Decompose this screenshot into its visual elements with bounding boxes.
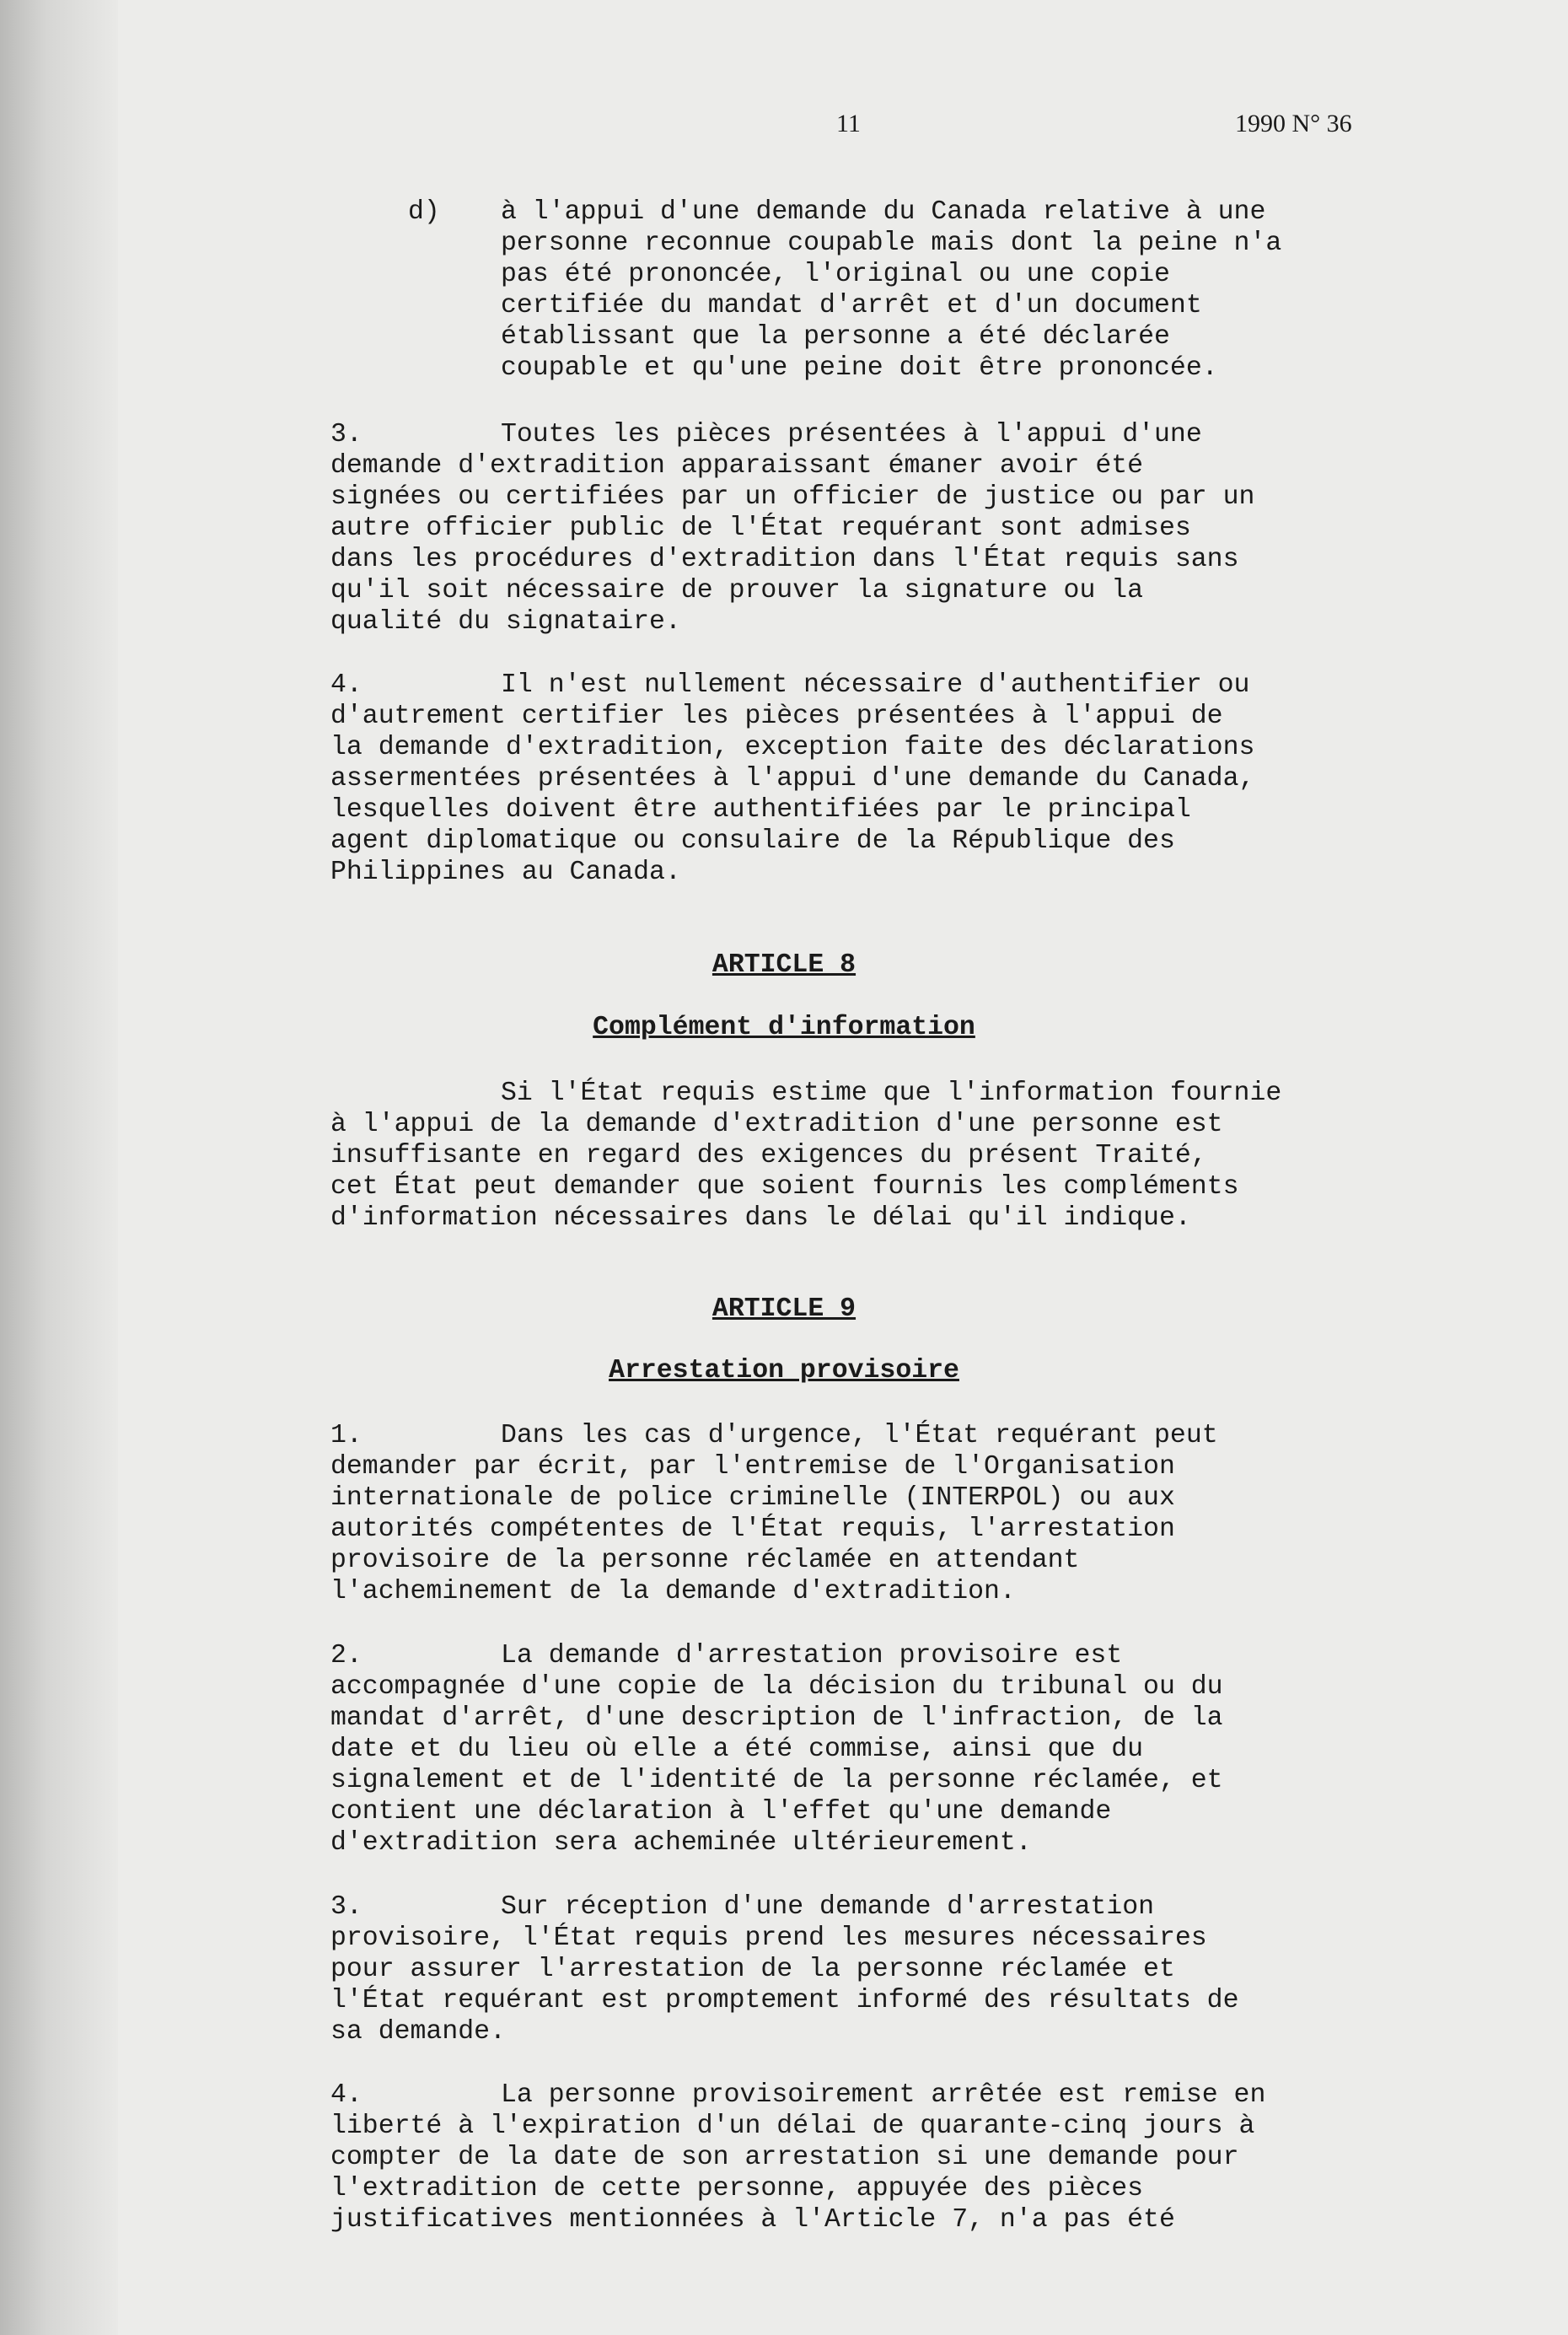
text-line: justificatives mentionnées à l'Article 7, n'a pas été — [330, 2205, 1175, 2235]
text-line: Toutes les pièces présentées à l'appui d'une — [501, 420, 1202, 449]
text-line: Il n'est nullement nécessaire d'authentifier ou — [501, 670, 1250, 700]
text-line: contient une déclaration à l'effet qu'une demande — [330, 1797, 1112, 1827]
text-line: dans les procédures d'extradition dans l'État requis sans — [330, 545, 1239, 574]
text-line: Philippines au Canada. — [330, 858, 681, 887]
article-subheading: Arrestation provisoire — [609, 1356, 959, 1385]
paragraph-label: 4. — [330, 2080, 362, 2110]
text-line: demander par écrit, par l'entremise de l'Organisation — [330, 1452, 1175, 1482]
text-line: Sur réception d'une demande d'arrestation — [501, 1892, 1155, 1922]
text-line: assermentées présentées à l'appui d'une demande du Canada, — [330, 764, 1255, 794]
paragraph-label: 1. — [330, 1421, 362, 1450]
text-line: sa demande. — [330, 2017, 506, 2047]
text-line: internationale de police criminelle (INTERPOL) ou aux — [330, 1483, 1175, 1513]
page-gutter-shadow — [0, 0, 118, 2335]
paragraph-label: 3. — [330, 1892, 362, 1922]
text-line: date et du lieu où elle a été commise, ainsi que du — [330, 1735, 1144, 1764]
text-line: mandat d'arrêt, d'une description de l'infraction, de la — [330, 1703, 1223, 1733]
text-line: personne reconnue coupable mais dont la peine n'a — [501, 229, 1282, 258]
text-line: pour assurer l'arrestation de la personne réclamée et — [330, 1955, 1175, 1984]
paragraph-label: d) — [408, 197, 440, 227]
text-line: cet État peut demander que soient fournis les compléments — [330, 1172, 1239, 1202]
article-heading: ARTICLE 8 — [712, 950, 856, 980]
text-line: pas été prononcée, l'original ou une copie — [501, 260, 1170, 289]
text-line: autorités compétentes de l'État requis, l'arrestation — [330, 1515, 1175, 1544]
text-line: La personne provisoirement arrêtée est remise en — [501, 2080, 1266, 2110]
text-line: la demande d'extradition, exception faite des déclarations — [330, 733, 1255, 762]
text-line: qu'il soit nécessaire de prouver la signature ou la — [330, 576, 1144, 605]
text-line: lesquelles doivent être authentifiées par le principal — [330, 795, 1191, 825]
page-number: 11 — [836, 110, 861, 137]
text-line: d'autrement certifier les pièces présentées à l'appui de — [330, 702, 1223, 731]
text-line: certifiée du mandat d'arrêt et d'un document — [501, 291, 1202, 320]
text-line: signées ou certifiées par un officier de justice ou par un — [330, 482, 1255, 512]
text-line: insuffisante en regard des exigences du présent Traité, — [330, 1141, 1207, 1170]
text-line: à l'appui de la demande d'extradition d'une personne est — [330, 1110, 1223, 1139]
text-line: l'extradition de cette personne, appuyée des pièces — [330, 2174, 1144, 2203]
text-line: autre officier public de l'État requérant sont admises — [330, 514, 1191, 543]
text-line: qualité du signataire. — [330, 607, 681, 637]
text-line: d'information nécessaires dans le délai qu'il indique. — [330, 1203, 1191, 1233]
text-line: Si l'État requis estime que l'information fournie — [501, 1079, 1282, 1108]
paragraph-label: 3. — [330, 420, 362, 449]
text-line: agent diplomatique ou consulaire de la République des — [330, 826, 1175, 856]
text-line: compter de la date de son arrestation si une demande pour — [330, 2143, 1239, 2172]
text-line: coupable et qu'une peine doit être prononcée. — [501, 353, 1218, 383]
text-line: La demande d'arrestation provisoire est — [501, 1641, 1123, 1671]
article-subheading: Complément d'information — [593, 1013, 975, 1042]
text-line: l'État requérant est promptement informé des résultats de — [330, 1986, 1239, 2015]
text-line: d'extradition sera acheminée ultérieurement. — [330, 1828, 1032, 1858]
text-line: établissant que la personne a été déclarée — [501, 322, 1170, 352]
text-line: liberté à l'expiration d'un délai de quarante-cinq jours à — [330, 2112, 1255, 2141]
paragraph-label: 4. — [330, 670, 362, 700]
document-reference: 1990 N° 36 — [1235, 110, 1352, 137]
text-line: accompagnée d'une copie de la décision du tribunal ou du — [330, 1672, 1223, 1702]
text-line: demande d'extradition apparaissant émaner avoir été — [330, 451, 1144, 481]
text-line: Dans les cas d'urgence, l'État requérant peut — [501, 1421, 1218, 1450]
paragraph-label: 2. — [330, 1641, 362, 1671]
text-line: à l'appui d'une demande du Canada relative à une — [501, 197, 1266, 227]
text-line: provisoire de la personne réclamée en attendant — [330, 1546, 1080, 1575]
text-line: signalement et de l'identité de la personne réclamée, et — [330, 1766, 1223, 1795]
text-line: l'acheminement de la demande d'extradition. — [330, 1577, 1016, 1606]
text-line: provisoire, l'État requis prend les mesures nécessaires — [330, 1923, 1207, 1953]
article-heading: ARTICLE 9 — [712, 1294, 856, 1324]
